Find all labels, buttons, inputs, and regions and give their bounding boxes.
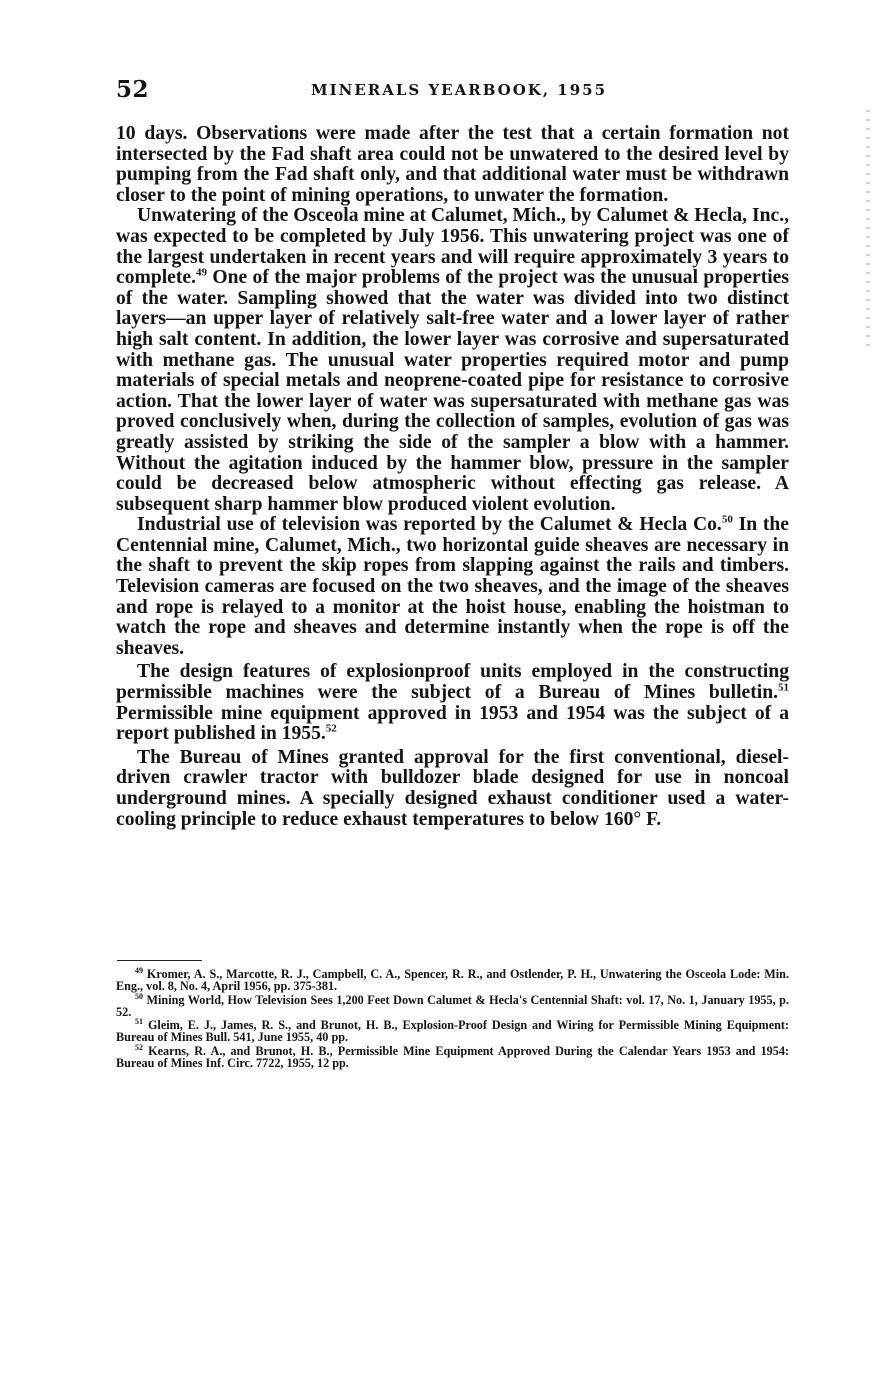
page-header <box>116 76 786 106</box>
footnote-reference[interactable]: 52 <box>325 722 337 735</box>
paragraph-text: 10 days. Observations were made after the test that a certain formation not intersected by the Fad shaft area could not be unwatered to the desired level by pumping from the Fad shaft only, and that additional water must be withdrawn closer to the point of mining operations, to unwater the formation. <box>116 123 789 206</box>
paragraph-osceola-unwatering <box>116 206 789 515</box>
footnote-50 <box>116 991 790 1019</box>
footnote-mark: 50 <box>135 991 143 1001</box>
paragraph-television <box>116 515 789 659</box>
footnote-text: Kromer, A. S., Marcotte, R. J., Campbell, C. A., Spencer, R. R., and Ostlender, P. H., Unwatering the Osceola Lode: Min. Eng., vol. 8, No. 4, April 1956, pp. 375-381. <box>116 967 790 993</box>
paragraph-explosionproof <box>116 662 789 744</box>
paragraph-continuation <box>116 124 789 206</box>
footnote-51 <box>116 1016 790 1044</box>
scan-edge-artifact <box>866 110 870 350</box>
paragraph-text: The design features of explosionproof units employed in the constructing permissible machines were the subject of a Bureau of Mines bulletin. <box>116 661 789 704</box>
paragraph-text: Permissible mine equipment approved in 1953 and 1954 was the subject of a report published in 1955. <box>116 702 789 745</box>
page-number: 52 <box>116 76 150 103</box>
footnote-reference[interactable]: 49 <box>195 266 207 279</box>
footnote-52 <box>116 1042 790 1070</box>
footnote-mark: 51 <box>135 1016 143 1026</box>
footnote-49 <box>116 965 790 993</box>
paragraph-text: One of the major problems of the project was the unusual properties of the water. Sampling showed that the water was divided into two distinct layers—an upper layer of relatively salt-free water and a lower layer of rather high salt content. In addition, the lower layer was corrosive and supersaturated with methane gas. The unusual water properties required motor and pump materials of special metals and neoprene-coated pipe for resistance to corrosive action. That the lower layer of water was supersaturated with methane gas was proved conclusively when, during the collection of samples, evolution of gas was greatly assisted by striking the side of the sampler a blow with a hammer. Without the agitation induced by the hammer blow, pressure in the sampler could be decreased below atmospheric without effecting gas release. A subsequent sharp hammer blow produced violent evolution. <box>116 267 789 515</box>
footnote-divider <box>117 960 202 961</box>
paragraph-text: Industrial use of television was reported by the Calumet & Hecla Co. <box>137 514 722 536</box>
body-text <box>116 124 789 830</box>
footnote-mark: 49 <box>135 965 143 975</box>
footnote-text: Kearns, R. A., and Brunot, H. B., Permissible Mine Equipment Approved During the Calendar Years 1953 and 1954: Bureau of Mines Inf. Circ. 7722, 1955, 12 pp. <box>116 1043 790 1070</box>
footnotes <box>116 965 790 1070</box>
paragraph-text: In the Centennial mine, Calumet, Mich., two horizontal guide sheaves are necessary in the shaft to prevent the skip ropes from slapping against the rails and timbers. Television cameras are focused on the two sheaves, and the image of the sheaves and rope is relayed to a monitor at the hoist house, enabling the hoistman to watch the rope and sheaves and determine instantly when the rope is off the sheaves. <box>116 514 789 659</box>
running-title: MINERALS YEARBOOK, 1955 <box>311 81 608 99</box>
footnote-mark: 52 <box>135 1042 143 1052</box>
footnote-text: Mining World, How Television Sees 1,200 Feet Down Calumet & Hecla's Centennial Shaft: vol. 17, No. 1, January 1955, p. 52. <box>116 992 790 1019</box>
footnote-reference[interactable]: 51 <box>778 681 789 694</box>
footnote-reference[interactable]: 50 <box>721 513 733 526</box>
paragraph-crawler-tractor <box>116 748 789 830</box>
paragraph-text: Unwatering of the Osceola mine at Calumet, Mich., by Calumet & Hecla, Inc., was expected to be completed by July 1956. This unwatering project was one of the largest undertaken in recent years and will require approximately 3 years to complete. <box>116 205 789 289</box>
footnote-text: Gleim, E. J., James, R. S., and Brunot, H. B., Explosion-Proof Design and Wiring for Permissible Mining Equipment: Bureau of Mines Bull. 541, June 1955, 40 pp. <box>116 1018 790 1044</box>
paragraph-text: The Bureau of Mines granted approval for the first conventional, diesel-driven crawler tractor with bulldozer blade designed for use in noncoal underground mines. A specially designed exhaust conditioner used a water-cooling principle to reduce exhaust temperatures to below 160° F. <box>116 746 789 830</box>
